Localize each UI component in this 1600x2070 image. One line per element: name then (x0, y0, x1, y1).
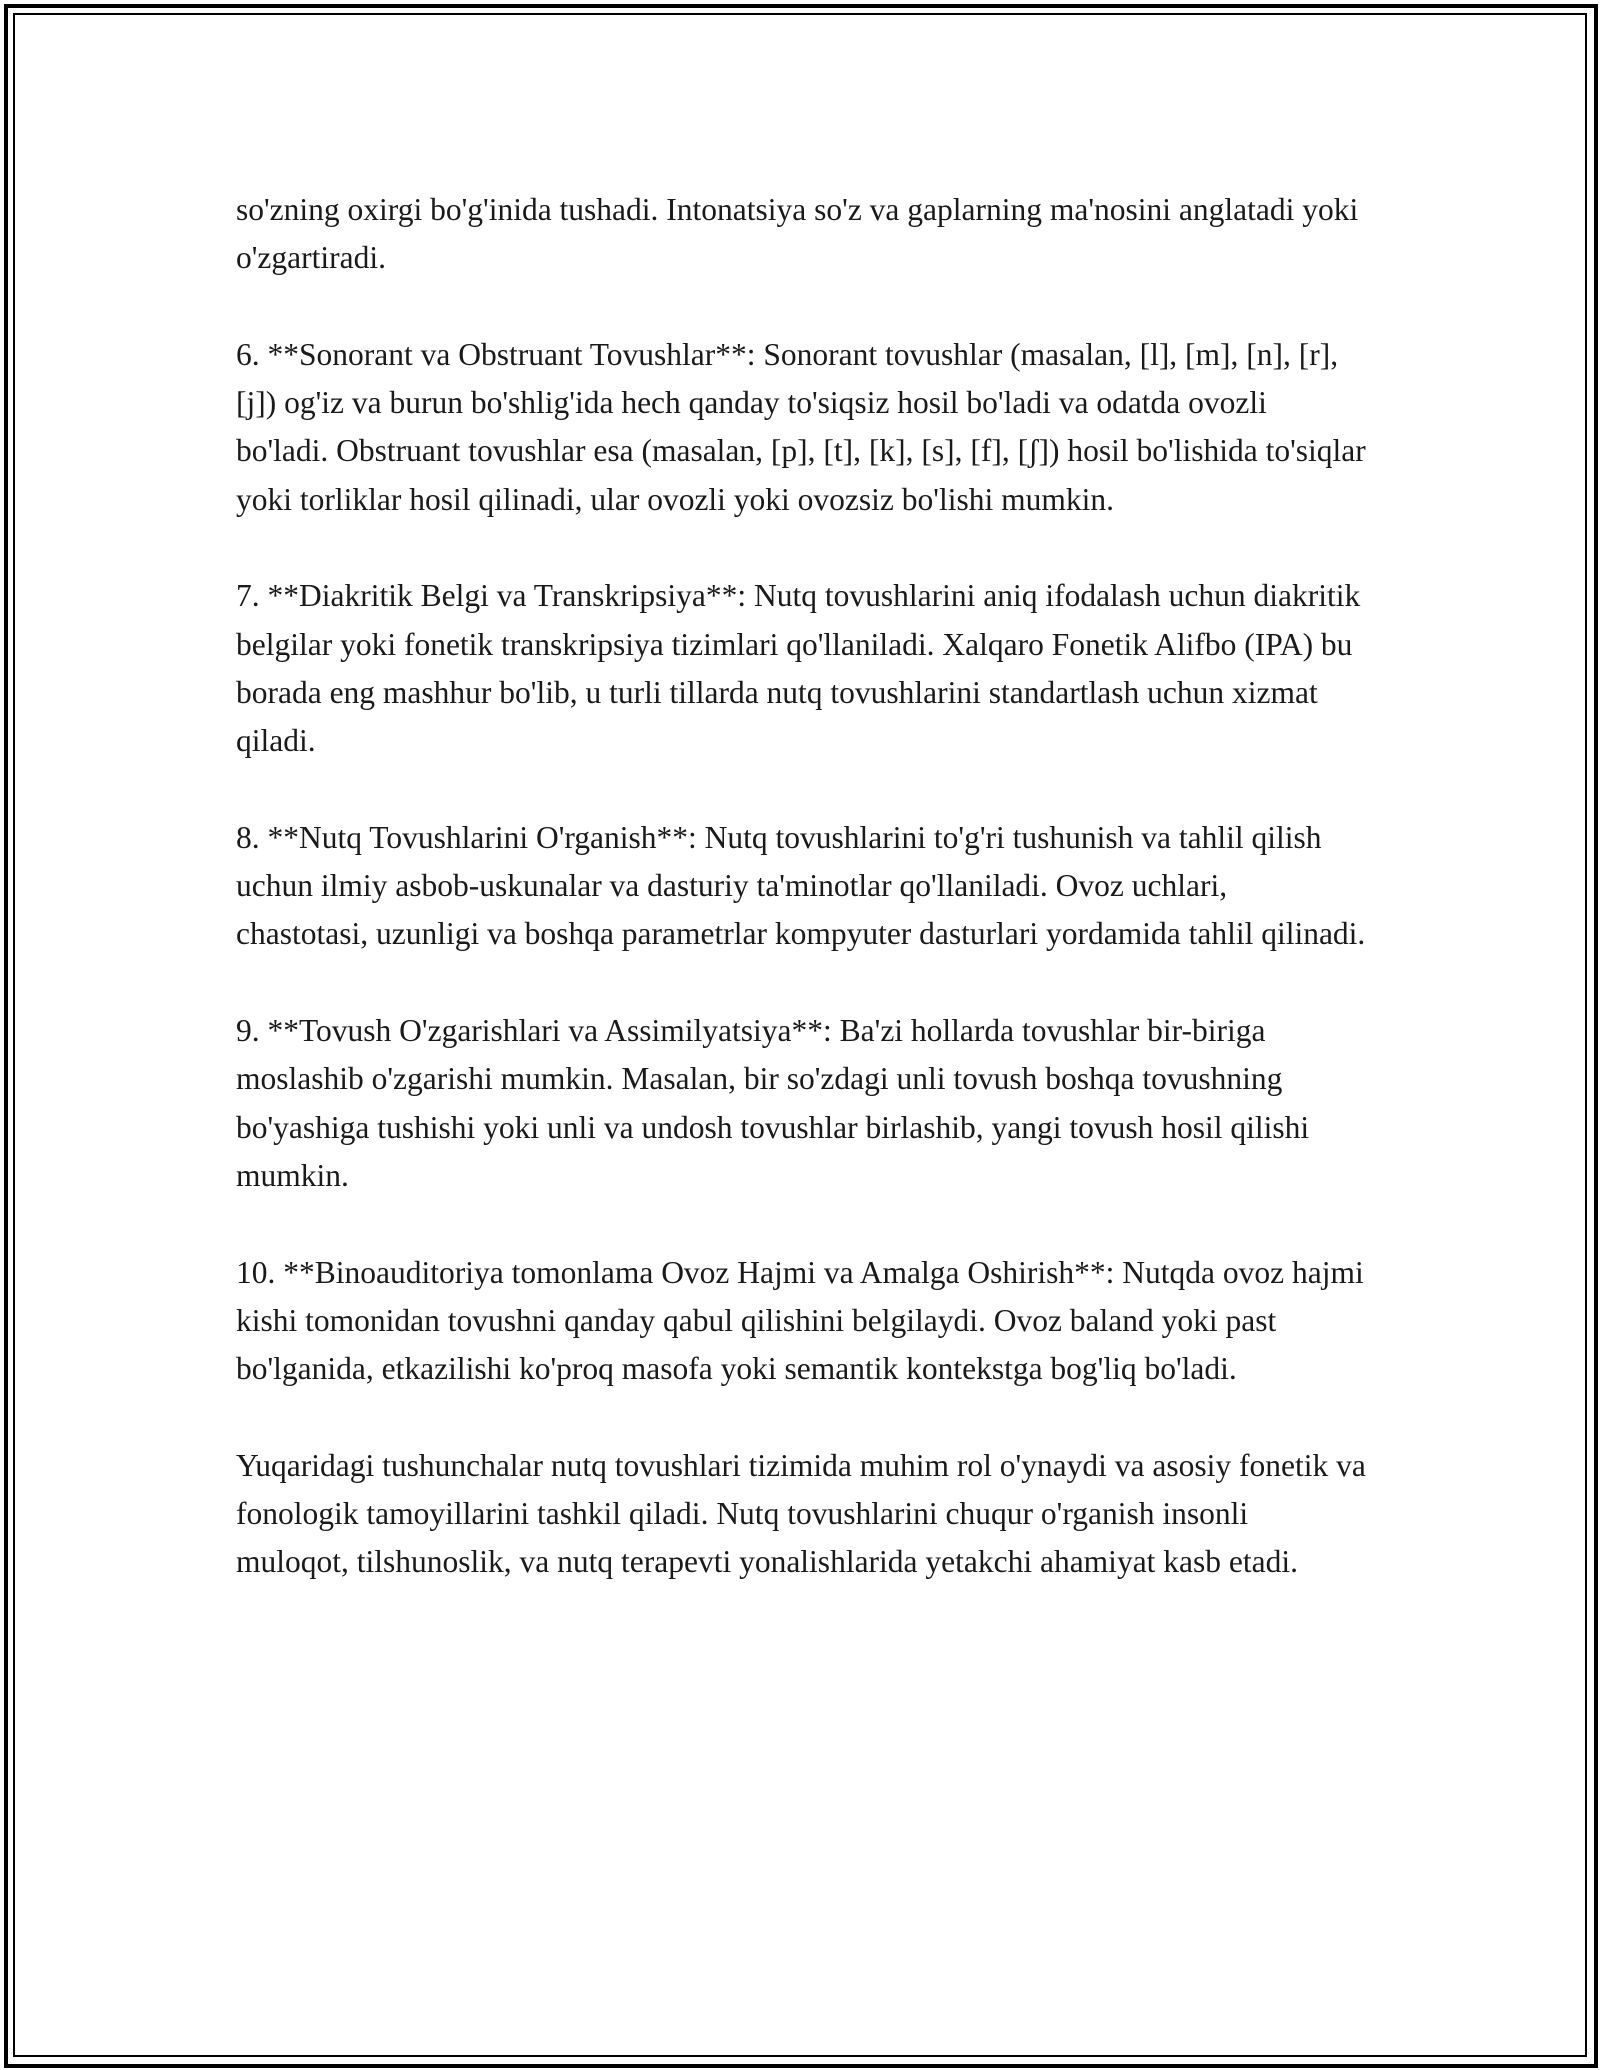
paragraph-item-9-assimilation: 9. **Tovush O'zgarishlari va Assimilyatsiya**: Ba'zi hollarda tovushlar bir-biriga moslashib o'zgarishi mumkin. Masalan, bir so'zdagi unli tovush boshqa tovushning bo'yashiga tushishi yoki unli va undosh tovushlar birlashib, yangi tovush hosil qilishi mumkin. (236, 1013, 1310, 1193)
paragraph-item-8-studying-sounds: 8. **Nutq Tovushlarini O'rganish**: Nutq tovushlarini to'g'ri tushunish va tahlil qilish uchun ilmiy asbob-uskunalar va dasturiy ta'minotlar qo'llaniladi. Ovoz uchlari, chastotasi, uzunligi va boshqa parametrlar kompyuter dasturlari yordamida tahlil qilinadi. (236, 819, 1366, 952)
paragraph-intonation-end: so'zning oxirgi bo'g'inida tushadi. Intonatsiya so'z va gaplarning ma'nosini anglatadi yoki o'zgartiradi. (236, 192, 1359, 276)
paragraph-item-7-diacritics-transcription: 7. **Diakritik Belgi va Transkripsiya**: Nutq tovushlarini aniq ifodalash uchun diakritik belgilar yoki fonetik transkripsiya tizimlari qo'llaniladi. Xalqaro Fonetik Alifbo (IPA) bu borada eng mashhur bo'lib, u turli tillarda nutq tovushlarini standartlash uchun xizmat qiladi. (236, 578, 1361, 759)
paragraph-conclusion: Yuqaridagi tushunchalar nutq tovushlari tizimida muhim rol o'ynaydi va asosiy fonetik va fonologik tamoyillarini tashkil qiladi. Nutq tovushlarini chuqur o'rganish insonli muloqot, tilshunoslik, va nutq terapevti yonalishlarida yetakchi ahamiyat kasb etadi. (236, 1447, 1366, 1580)
paragraph-item-10-volume: 10. **Binoauditoriya tomonlama Ovoz Hajmi va Amalga Oshirish**: Nutqda ovoz hajmi kishi tomonidan tovushni qanday qabul qilishini belgilaydi. Ovoz baland yoki past bo'lganida, etkazilishi ko'proq masofa yoki semantik kontekstga bog'liq bo'ladi. (236, 1254, 1364, 1387)
document-body (236, 186, 1366, 1587)
paragraph-item-6-sonorant-obstruant: 6. **Sonorant va Obstruant Tovushlar**: Sonorant tovushlar (masalan, [l], [m], [n], [r], [j]) og'iz va burun bo'shlig'ida hech qanday to'siqsiz hosil bo'ladi va odatda ovozli bo'ladi. Obstruant tovushlar esa (masalan, [p], [t], [k], [s], [f], [ʃ]) hosil bo'lishida to'siqlar yoki torliklar hosil qilinadi, ular ovozli yoki ovozsiz bo'lishi mumkin. (236, 336, 1366, 517)
